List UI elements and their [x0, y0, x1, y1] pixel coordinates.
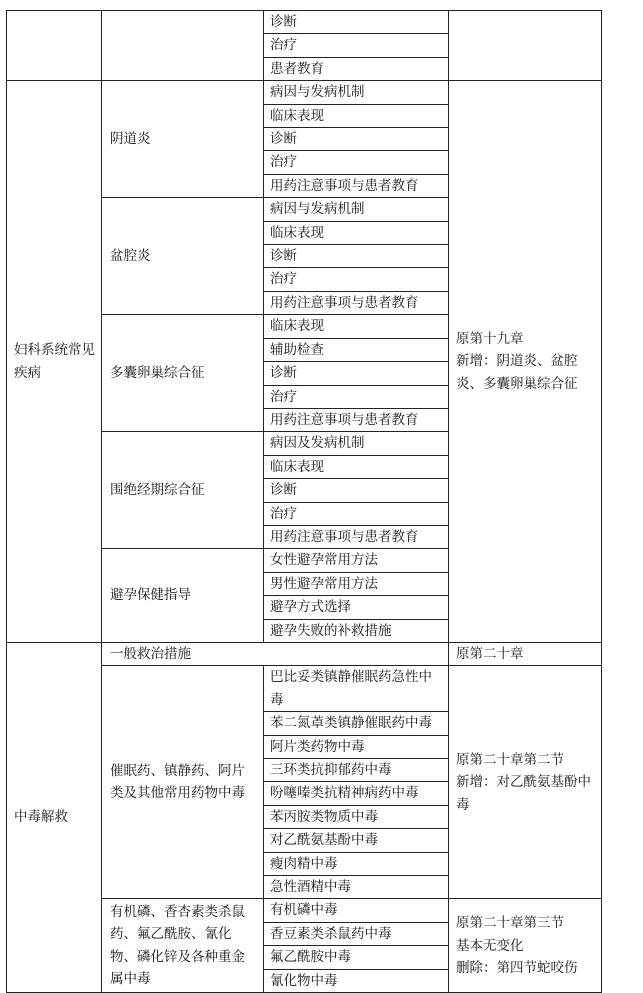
item-cell: 吩噻嗪类抗精神病药中毒 — [264, 782, 449, 805]
table-row — [7, 11, 602, 34]
note-cell-sedatives — [449, 666, 602, 899]
item-cell: 阿片类药物中毒 — [264, 735, 449, 758]
disease-cell-toxins: 有机磷、香杏素类杀鼠药、氟乙酰胺、氰化物、磷化锌及各种重金属中毒 — [102, 899, 264, 993]
item-cell: 治疗 — [264, 151, 449, 174]
system-cell-gynecology — [7, 81, 102, 643]
note-cell-gynecology — [449, 81, 602, 643]
system-cell-poisoning: 中毒解救 — [7, 642, 102, 992]
disease-cell-contraception: 避孕保健指导 — [102, 549, 264, 643]
note-cell — [449, 11, 602, 81]
item-cell: 苯二氮䓬类镇静催眠药中毒 — [264, 712, 449, 735]
item-cell: 诊断 — [264, 362, 449, 385]
note-cell-toxins — [449, 899, 602, 993]
item-cell: 治疗 — [264, 502, 449, 525]
item-cell: 临床表现 — [264, 315, 449, 338]
item-cell: 避孕方式选择 — [264, 596, 449, 619]
item-cell: 临床表现 — [264, 221, 449, 244]
item-cell: 女性避孕常用方法 — [264, 549, 449, 572]
disease-cell-pcos: 多囊卵巢综合征 — [102, 315, 264, 432]
item-cell: 诊断 — [264, 245, 449, 268]
table-row — [7, 81, 602, 104]
disease-cell-general: 一般救治措施 — [102, 642, 449, 665]
item-cell: 辅助检查 — [264, 338, 449, 361]
item-cell: 对乙酰氨基酚中毒 — [264, 829, 449, 852]
item-cell: 氰化物中毒 — [264, 969, 449, 992]
item-cell: 巴比妥类镇静催眠药急性中毒 — [264, 666, 449, 712]
item-cell: 香豆素类杀鼠药中毒 — [264, 922, 449, 945]
item-cell: 有机磷中毒 — [264, 899, 449, 922]
item-cell: 临床表现 — [264, 104, 449, 127]
note-text: 原第十九章 新增：阴道炎、盆腔炎、多囊卵巢综合征 — [456, 330, 578, 392]
item-cell: 避孕失败的补救措施 — [264, 619, 449, 642]
item-cell: 患者教育 — [264, 57, 449, 80]
note-cell-general: 原第二十章 — [449, 642, 602, 665]
item-cell: 诊断 — [264, 479, 449, 502]
curriculum-table — [6, 10, 602, 993]
item-cell: 治疗 — [264, 268, 449, 291]
item-cell: 氟乙酰胺中毒 — [264, 946, 449, 969]
system-label: 妇科系统常见疾病 — [14, 342, 95, 381]
note-text: 原第二十章第三节 基本无变化 删除：第四节蛇咬伤 — [456, 915, 578, 976]
item-cell: 三环类抗抑郁药中毒 — [264, 759, 449, 782]
system-cell — [7, 11, 102, 81]
item-cell: 诊断 — [264, 128, 449, 151]
item-cell: 苯丙胺类物质中毒 — [264, 805, 449, 828]
item-cell: 用药注意事项与患者教育 — [264, 408, 449, 431]
disease-cell — [102, 11, 264, 81]
item-cell: 用药注意事项与患者教育 — [264, 174, 449, 197]
item-cell: 用药注意事项与患者教育 — [264, 525, 449, 548]
table-row — [7, 642, 602, 665]
disease-cell-pid: 盆腔炎 — [102, 198, 264, 315]
item-cell: 诊断 — [264, 11, 449, 34]
item-cell: 病因与发病机制 — [264, 81, 449, 104]
item-cell: 男性避孕常用方法 — [264, 572, 449, 595]
disease-cell-menopause: 围绝经期综合征 — [102, 432, 264, 549]
item-cell: 治疗 — [264, 385, 449, 408]
item-cell: 临床表现 — [264, 455, 449, 478]
note-text: 原第二十章第二节 新增：对乙酰氨基酚中毒 — [456, 751, 591, 813]
disease-cell-sedatives: 催眠药、镇静药、阿片类及其他常用药物中毒 — [102, 666, 264, 899]
item-cell: 病因及发病机制 — [264, 432, 449, 455]
item-cell: 急性酒精中毒 — [264, 876, 449, 899]
item-cell: 瘦肉精中毒 — [264, 852, 449, 875]
item-cell: 治疗 — [264, 34, 449, 57]
item-cell: 病因与发病机制 — [264, 198, 449, 221]
item-cell: 用药注意事项与患者教育 — [264, 291, 449, 314]
disease-cell-vaginitis: 阴道炎 — [102, 81, 264, 198]
